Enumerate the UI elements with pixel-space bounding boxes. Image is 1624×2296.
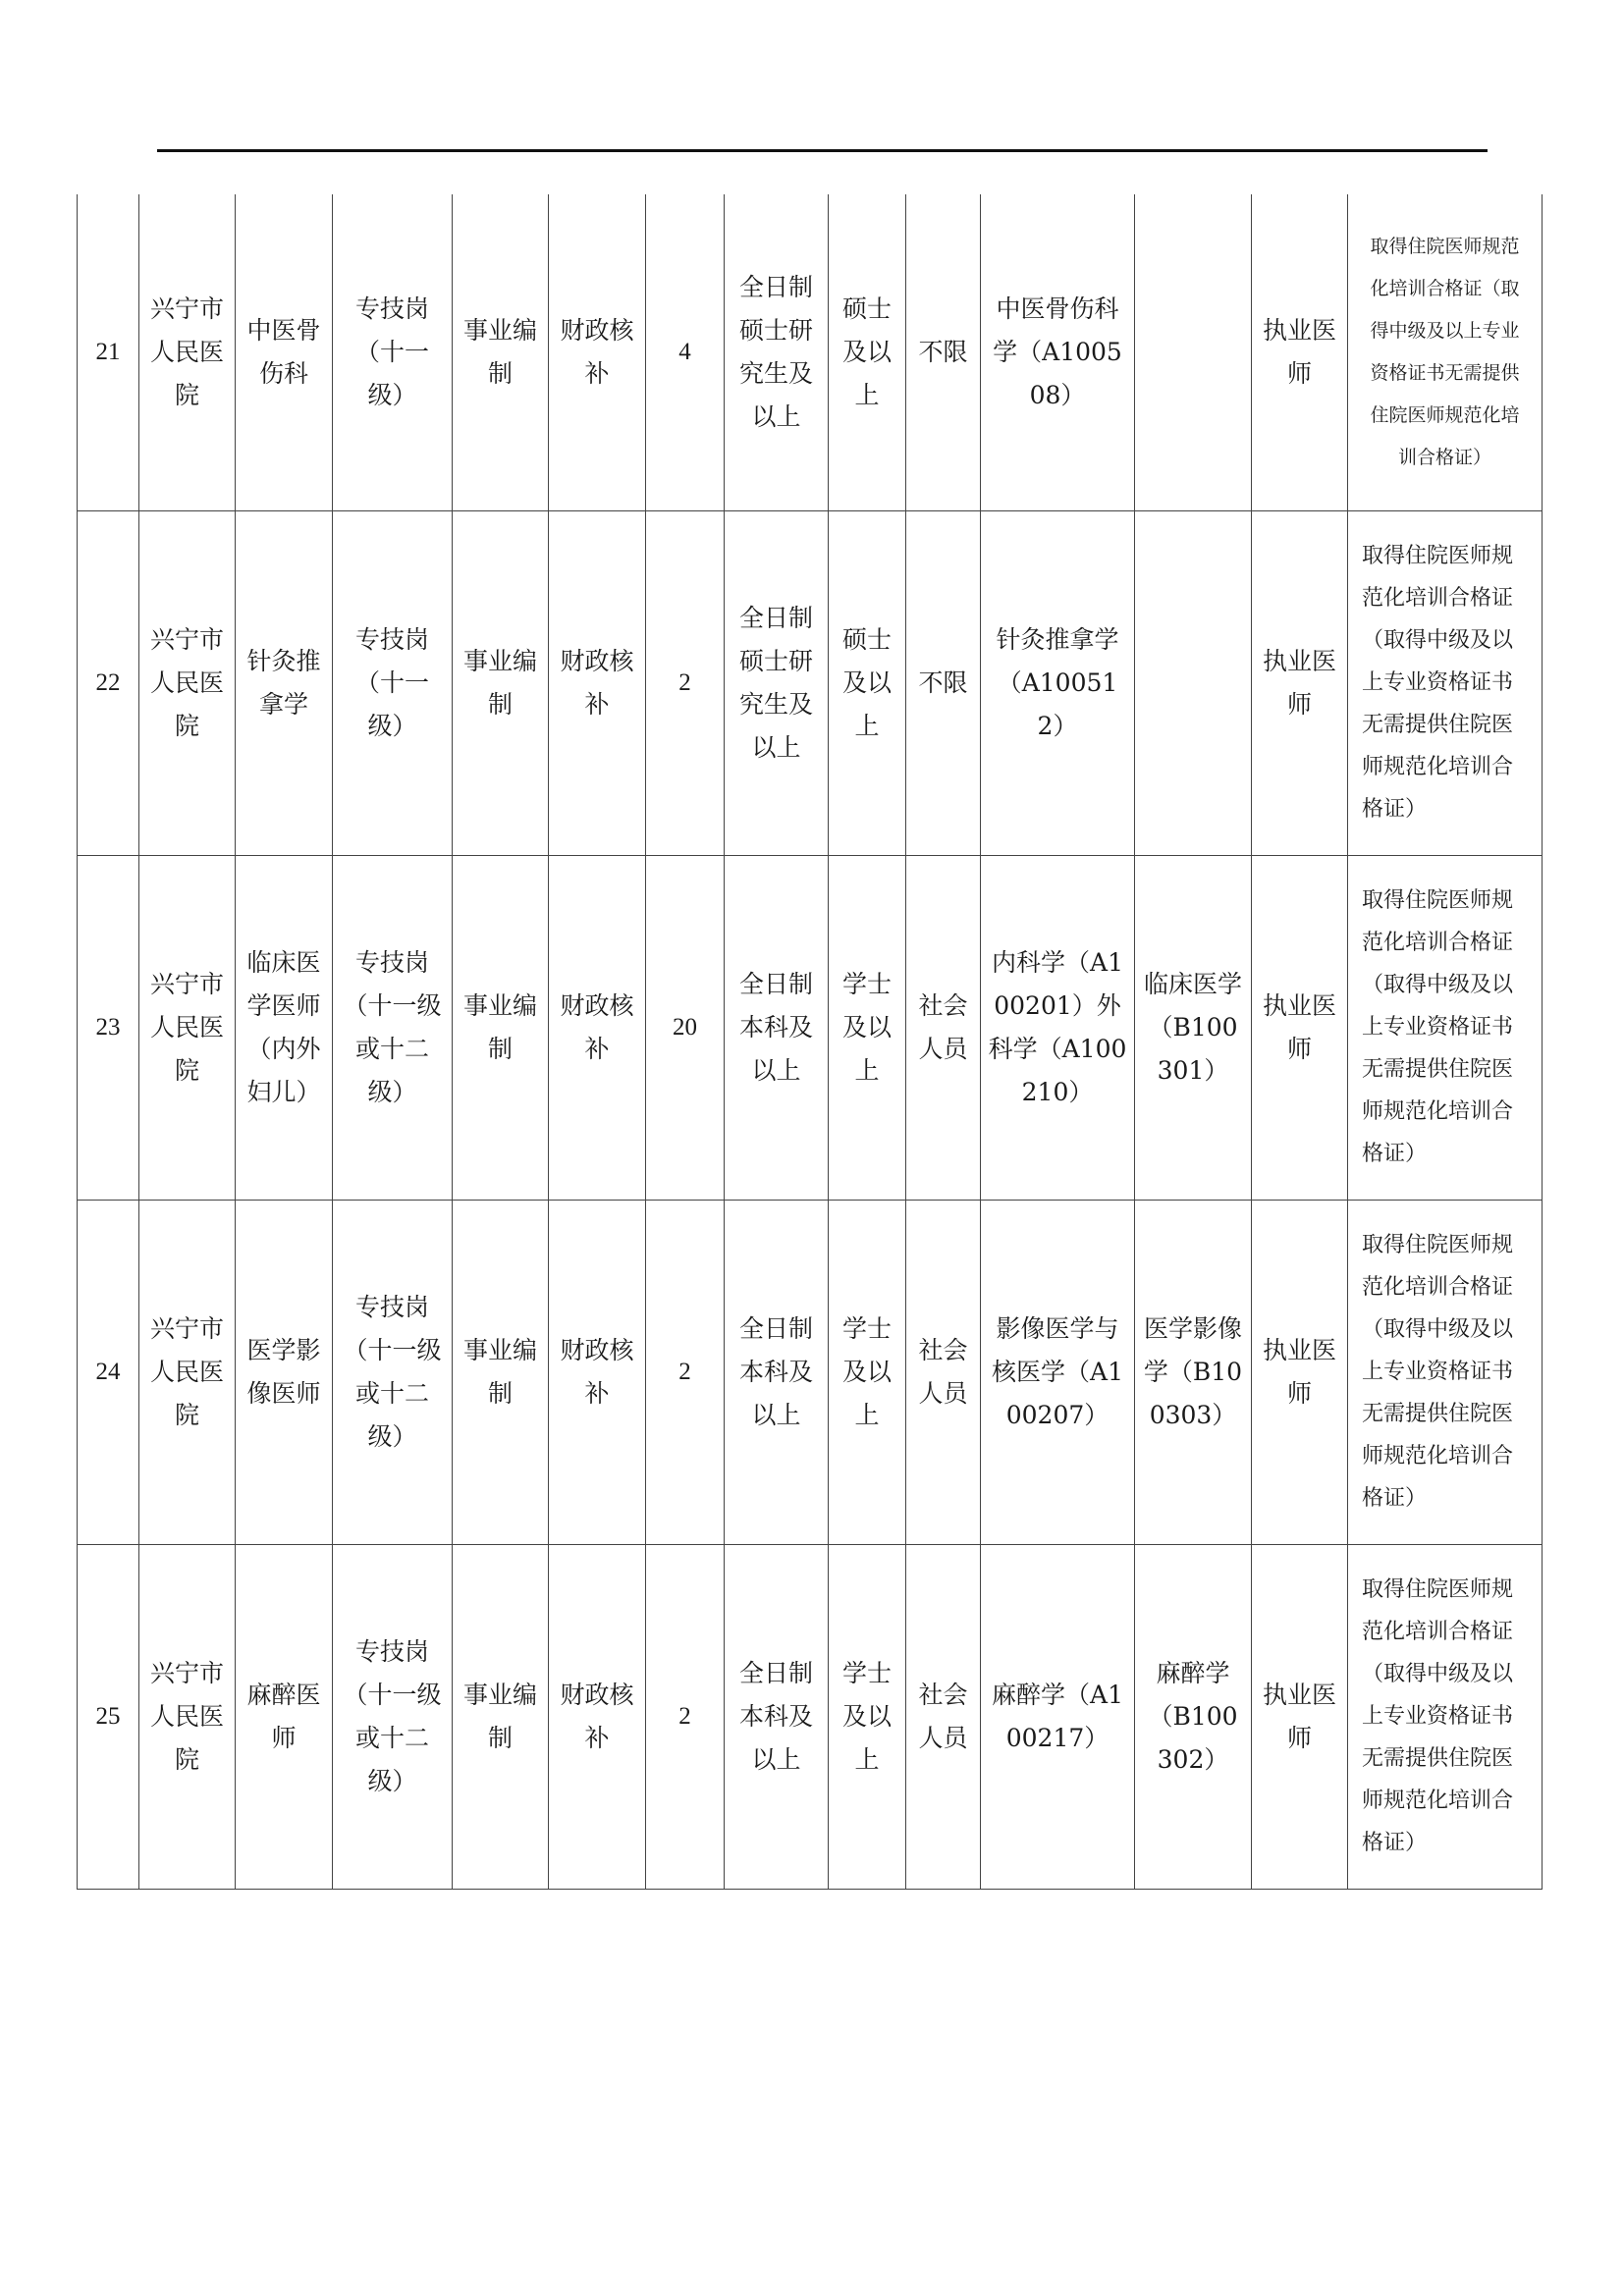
post-category-cell: 专技岗（十一级）: [333, 510, 453, 855]
post-category-cell: 专技岗（十一级或十二级）: [333, 855, 453, 1200]
staffing-cell: 事业编制: [453, 855, 549, 1200]
row-number: 22: [78, 510, 139, 855]
education-cell: 全日制本科及以上: [725, 1544, 829, 1889]
target-cell: 不限: [906, 510, 981, 855]
post-name-cell: 麻醉医师: [236, 1544, 333, 1889]
remark-cell: 取得住院医师规范化培训合格证（取得中级及以上专业资格证书无需提供住院医师规范化培训合格证）: [1348, 1544, 1543, 1889]
remark-cell: 取得住院医师规范化培训合格证（取得中级及以上专业资格证书无需提供住院医师规范化培训合格证）: [1348, 510, 1543, 855]
post-category-cell: 专技岗（十一级）: [333, 194, 453, 510]
employer-cell: 兴宁市人民医院: [139, 510, 236, 855]
degree-cell: 学士及以上: [829, 1544, 906, 1889]
remark-cell: 取得住院医师规范化培训合格证（取得中级及以上专业资格证书无需提供住院医师规范化培训合格证）: [1348, 855, 1543, 1200]
post-name-cell: 医学影像医师: [236, 1200, 333, 1544]
table-row: [78, 510, 1543, 855]
headcount-cell: 2: [646, 1544, 725, 1889]
employer-cell: 兴宁市人民医院: [139, 194, 236, 510]
employer-cell: 兴宁市人民医院: [139, 1544, 236, 1889]
graduate-major-cell: 内科学（A100201）外科学（A100210）: [981, 855, 1135, 1200]
staffing-cell: 事业编制: [453, 510, 549, 855]
post-category-cell: 专技岗（十一级或十二级）: [333, 1200, 453, 1544]
degree-cell: 硕士及以上: [829, 510, 906, 855]
employer-cell: 兴宁市人民医院: [139, 1200, 236, 1544]
education-cell: 全日制硕士研究生及以上: [725, 510, 829, 855]
post-category-cell: 专技岗（十一级或十二级）: [333, 1544, 453, 1889]
degree-cell: 学士及以上: [829, 855, 906, 1200]
funding-cell: 财政核补: [549, 510, 646, 855]
headcount-cell: 2: [646, 510, 725, 855]
target-cell: 社会人员: [906, 1544, 981, 1889]
qualification-cell: 执业医师: [1252, 510, 1348, 855]
undergraduate-major-cell: 临床医学（B100301）: [1135, 855, 1252, 1200]
graduate-major-cell: 中医骨伤科学（A100508）: [981, 194, 1135, 510]
qualification-cell: 执业医师: [1252, 1544, 1348, 1889]
staffing-cell: 事业编制: [453, 194, 549, 510]
undergraduate-major-cell: [1135, 510, 1252, 855]
row-number: 21: [78, 194, 139, 510]
target-cell: 社会人员: [906, 855, 981, 1200]
post-name-cell: 临床医学医师（内外妇儿）: [236, 855, 333, 1200]
table-row: [78, 855, 1543, 1200]
table-row: [78, 194, 1543, 510]
staffing-cell: 事业编制: [453, 1200, 549, 1544]
post-name-cell: 中医骨伤科: [236, 194, 333, 510]
education-cell: 全日制本科及以上: [725, 1200, 829, 1544]
remark-cell: 取得住院医师规范化培训合格证（取得中级及以上专业资格证书无需提供住院医师规范化培训合格证）: [1348, 194, 1543, 510]
graduate-major-cell: 影像医学与核医学（A100207）: [981, 1200, 1135, 1544]
header-rule: [157, 149, 1488, 152]
table-row: [78, 1200, 1543, 1544]
qualification-cell: 执业医师: [1252, 194, 1348, 510]
row-number: 23: [78, 855, 139, 1200]
undergraduate-major-cell: 麻醉学（B100302）: [1135, 1544, 1252, 1889]
degree-cell: 学士及以上: [829, 1200, 906, 1544]
funding-cell: 财政核补: [549, 194, 646, 510]
headcount-cell: 20: [646, 855, 725, 1200]
education-cell: 全日制本科及以上: [725, 855, 829, 1200]
target-cell: 不限: [906, 194, 981, 510]
table-row: [78, 1544, 1543, 1889]
headcount-cell: 4: [646, 194, 725, 510]
graduate-major-cell: 麻醉学（A100217）: [981, 1544, 1135, 1889]
target-cell: 社会人员: [906, 1200, 981, 1544]
staffing-cell: 事业编制: [453, 1544, 549, 1889]
education-cell: 全日制硕士研究生及以上: [725, 194, 829, 510]
headcount-cell: 2: [646, 1200, 725, 1544]
post-name-cell: 针灸推拿学: [236, 510, 333, 855]
qualification-cell: 执业医师: [1252, 1200, 1348, 1544]
qualification-cell: 执业医师: [1252, 855, 1348, 1200]
employer-cell: 兴宁市人民医院: [139, 855, 236, 1200]
job-positions-table: [77, 194, 1543, 1890]
row-number: 25: [78, 1544, 139, 1889]
funding-cell: 财政核补: [549, 1544, 646, 1889]
undergraduate-major-cell: 医学影像学（B100303）: [1135, 1200, 1252, 1544]
degree-cell: 硕士及以上: [829, 194, 906, 510]
funding-cell: 财政核补: [549, 1200, 646, 1544]
undergraduate-major-cell: [1135, 194, 1252, 510]
remark-cell: 取得住院医师规范化培训合格证（取得中级及以上专业资格证书无需提供住院医师规范化培训合格证）: [1348, 1200, 1543, 1544]
row-number: 24: [78, 1200, 139, 1544]
funding-cell: 财政核补: [549, 855, 646, 1200]
graduate-major-cell: 针灸推拿学（A100512）: [981, 510, 1135, 855]
